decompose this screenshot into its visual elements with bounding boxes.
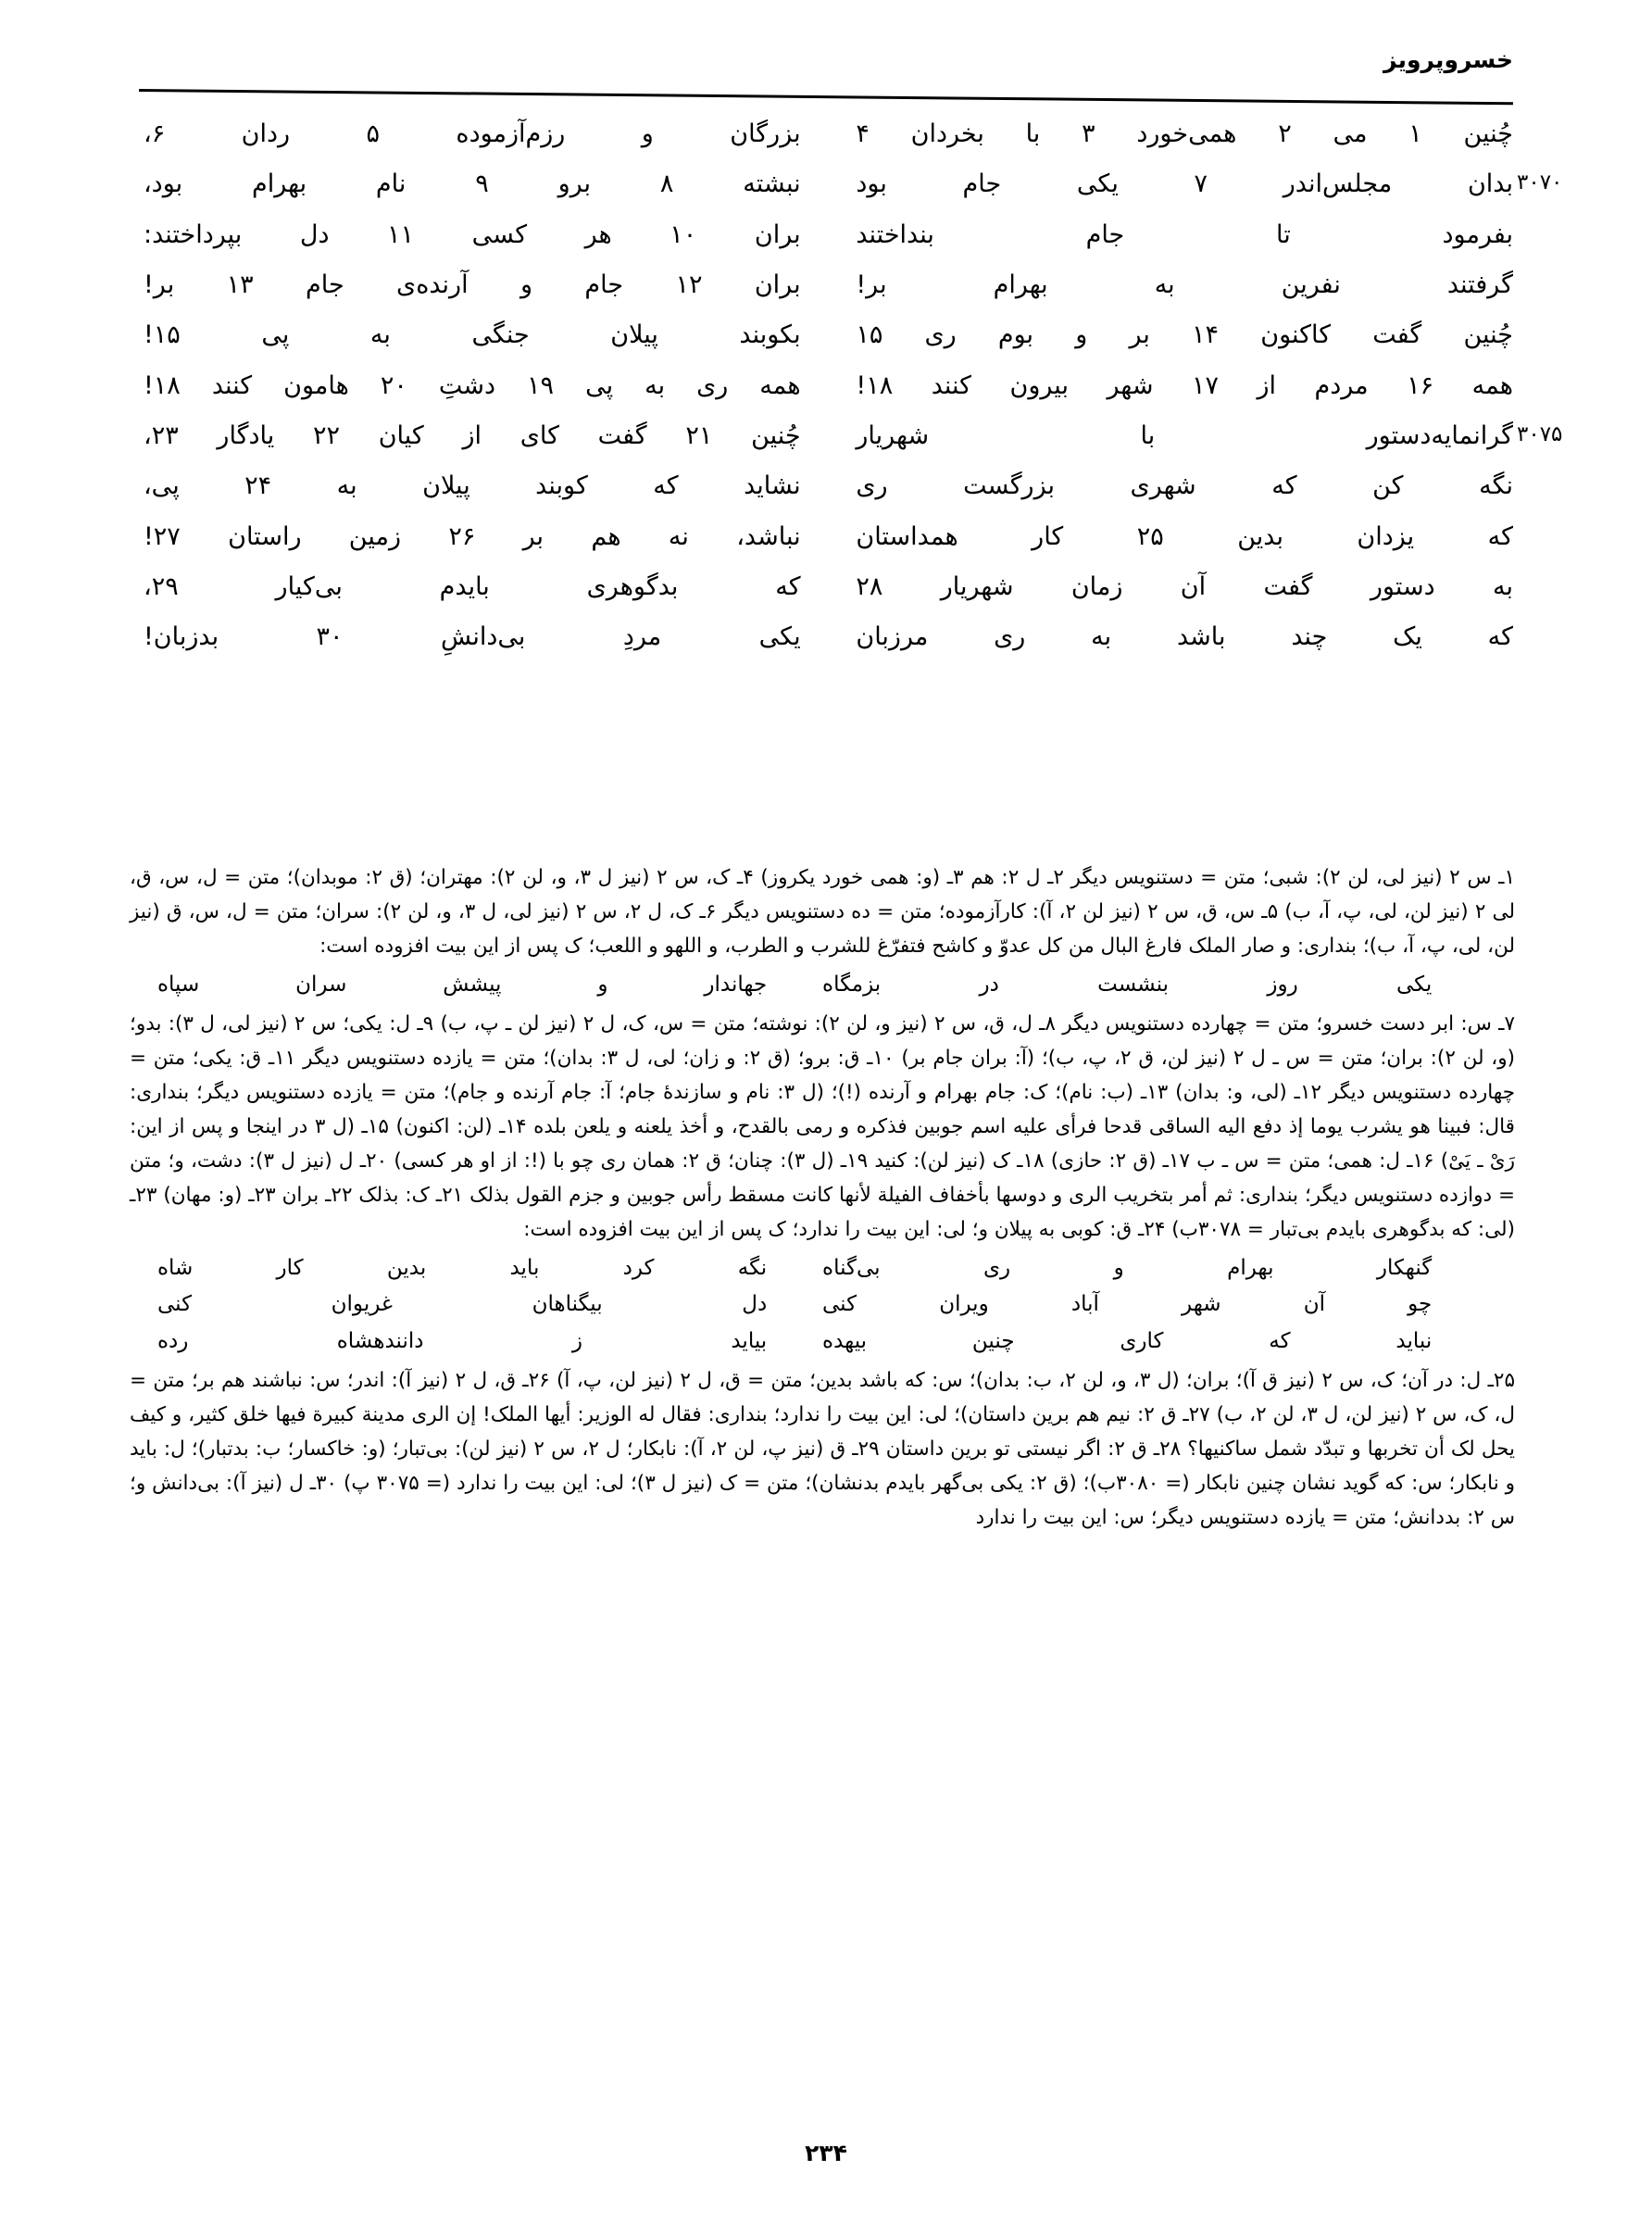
hemistich-a: همه ۱۶ مردم از ۱۷ شهر بیرون کنند ۱۸! xyxy=(856,370,1514,400)
hemistich-a: که یک چند باشد به ری مرزبان xyxy=(856,622,1513,652)
inset-verse-line xyxy=(130,970,1515,1000)
inset-hemistich-a: گنهکار بهرام و ری بی‌گناه xyxy=(822,1256,1433,1281)
inset-verse-line xyxy=(130,1289,1515,1320)
verse-line xyxy=(130,369,1513,404)
hemistich-b: چُنین ۲۱ گفت کای از کیان ۲۲ یادگار ۲۳، xyxy=(143,420,801,450)
hemistich-b: بکوبند پیلان جنگی به پی ۱۵! xyxy=(143,320,801,350)
hemistich-a: بفرمود تا جام بنداختند xyxy=(856,220,1513,249)
verse-line xyxy=(130,469,1513,504)
page-number: ۲۳۴ xyxy=(805,2140,847,2166)
running-head-title: خسروپرویز xyxy=(1383,46,1513,73)
verse-line xyxy=(130,218,1513,253)
apparatus-paragraph-2: ۷ـ س: ابر دست خسرو؛ متن = چهارده دستنویس دیگر ۸ـ ل، ق، س ۲ (نیز و، لن ۲): نوشته؛ متن = س، ک، ل ۲ (نیز لن ـ پ، ب) ۹ـ ل: یکی؛ س ۲ (نیز لی، ل ۳): بدو؛ (و، لن ۲): بران؛ متن = س ـ ل ۲ (نیز لن، ق ۲، پ، ب)؛ (آ: بران جام بر) ۱۰ـ ق: برو؛ (ق ۲: و زان؛ لی، ل ۳: بدان)؛ متن = یازده دستنویس دیگر ۱۱ـ ق: یکی؛ متن = چهارده دستنویس دیگر ۱۲ـ (لی، و: بدان) ۱۳ـ (ب: نام)؛ ک: جام بهرام و آرنده (!)؛ (ل ۳: نام و سازندهٔ جام؛ آ: جام آرنده و جام)؛ متن = یازده دستنویس دیگر؛ بنداری: قال: فبینا هو یشرب یوما إذ دفع الیه الساقی قدحا فرأی علیه اسم جوبین فذکره و رمی بالقدح، و أخذ یلعنه و یلعن بلده ۱۴ـ (لن: اکنون) ۱۵ـ (ل ۳ در اینجا و پس از این: رَیْ ـ یَیْ) ۱۶ـ ل: همی؛ متن = س ـ ب ۱۷ـ (ق ۲: حازی) ۱۸ـ ک (نیز لن): کنید ۱۹ـ (ل ۳): چنان؛ ق ۲: همان ری چو با (!: از او هر کسی) ۲۰ـ ل (نیز ل ۳): دشت، و؛ متن = دوازده دستنویس دیگر؛ بنداری: ثم أمر بتخریب الری و دوسها بأخفاف الفیلة لأنها کانت مسقط رأس جوبین و جزم القول بذلک ۲۱ـ ک: بذلک ۲۲ـ بران ۲۳ـ (و: مهان) ۲۳ـ (لی: که بدگوهری بایدم بی‌تبار = ۳۰۷۸ب) ۲۴ـ ق: کوبی به پیلان و؛ لی: این بیت را ندارد؛ ک پس از این بیت افزوده است: xyxy=(130,1012,1516,1242)
hemistich-a: چُنین گفت کاکنون ۱۴ بر و بوم ری ۱۵ xyxy=(856,320,1514,350)
apparatus-paragraph-1: ۱ـ س ۲ (نیز لی، لن ۲): شبی؛ متن = دستنویس دیگر ۲ـ ل ۲: هم ۳ـ (و: همی خورد یکروز) ۴ـ ک، س ۲ (نیز ل ۳، و، لن ۲): مهتران؛ (ق ۲: موبدان)؛ متن = ل، س، ق، لی ۲ (نیز لن، لی، پ، آ، ب) ۵ـ س، ق، س ۲ (نیز لن ۲، آ): کارآزموده؛ متن = ده دستنویس دیگر ۶ـ ک، ل ۲، س ۲ (نیز لی، ل ۳، و، لن ۲): سران؛ متن = ل، س، ق (نیز لن، لی، پ، آ، ب)؛ بنداری: و صار الملک فارغ البال من کل عدوّ و کاشح فتفرّغ للشرب و الطرب، و اللهو و اللعب؛ ک پس از این بیت افزوده است: xyxy=(130,866,1516,958)
hemistich-a: به دستور گفت آن زمان شهریار ۲۸ xyxy=(856,571,1513,601)
verse-line xyxy=(130,520,1513,555)
verse-line xyxy=(130,570,1513,605)
hemistich-b: نبشته ۸ برو ۹ نام بهرام بود، xyxy=(143,169,801,199)
hemistich-a: چُنین ۱ می ۲ همی‌خورد ۳ با بخردان ۴ xyxy=(856,119,1513,148)
hemistich-a: نگه کن که شهری بزرگست ری xyxy=(856,471,1513,501)
verse-line xyxy=(130,318,1513,353)
hemistich-b: بران ۱۲ جام و آرنده‌ی جام ۱۳ بر! xyxy=(143,270,801,299)
hemistich-b: نشاید که کوبند پیلان به ۲۴ پی، xyxy=(143,471,801,501)
critical-apparatus xyxy=(130,861,1515,1536)
hemistich-b: همه ری به پی ۱۹ دشتِ ۲۰ هامون کنند ۱۸! xyxy=(143,370,801,400)
inset-hemistich-a: یکی روز بنشست در بزمگاه xyxy=(822,972,1433,997)
hemistich-a: که یزدان بدین ۲۵ کار همداستان xyxy=(856,521,1513,551)
verse-line xyxy=(130,268,1513,303)
hemistich-b: نباشد، نه هم بر ۲۶ زمین راستان ۲۷! xyxy=(143,521,801,551)
inset-hemistich-a: نباید که کاری چنین بیهده xyxy=(822,1328,1433,1353)
hemistich-b: بران ۱۰ هر کسی ۱۱ دل بپرداختند: xyxy=(143,220,801,249)
hemistich-b: یکی مردِ بی‌دانشِ ۳۰ بدزبان! xyxy=(143,622,801,652)
inset-hemistich-a: چو آن شهر آباد ویران کنی xyxy=(822,1292,1433,1317)
inset-verse-1 xyxy=(130,970,1515,1000)
inset-verse-line xyxy=(130,1326,1515,1357)
verse-number: ۳۰۷۵ xyxy=(1517,421,1563,446)
hemistich-b: بزرگان و رزم‌آزموده ۵ ردان ۶، xyxy=(143,119,801,148)
verse-line xyxy=(130,117,1513,152)
verse-line xyxy=(130,620,1513,655)
hemistich-a: بدان مجلس‌اندر ۷ یکی جام بود xyxy=(856,169,1513,199)
inset-verse-line xyxy=(130,1253,1515,1284)
running-head-area xyxy=(139,48,1513,104)
hemistich-a: گرانمایه‌دستور با شهریار xyxy=(856,420,1513,450)
verse-line xyxy=(130,167,1563,202)
hemistich-b: که بدگوهری بایدم بی‌کیار ۲۹، xyxy=(143,571,801,601)
inset-hemistich-b: جهاندار و پیشش سران سپاه xyxy=(156,972,768,997)
inset-hemistich-b: دل بیگناهان غریوان کنی xyxy=(156,1292,768,1317)
inset-hemistich-b: بیاید ز دانندهشاه رده xyxy=(156,1328,768,1353)
hemistich-a: گرفتند نفرین به بهرام بر! xyxy=(856,270,1513,299)
verse-line xyxy=(130,419,1563,454)
verse-block xyxy=(130,117,1563,671)
inset-verse-2 xyxy=(130,1253,1515,1357)
inset-hemistich-b: نگه کرد باید بدین کار شاه xyxy=(156,1256,768,1281)
verse-number: ۳۰۷۰ xyxy=(1517,170,1563,195)
apparatus-paragraph-3: ۲۵ـ ل: در آن؛ ک، س ۲ (نیز ق آ)؛ بران؛ (ل ۳، و، لن ۲، ب: بدان)؛ س: که باشد بدین؛ متن = ق، ل ۲ (نیز لن، پ، آ) ۲۶ـ ق، ل ۲ (نیز آ): اندر؛ س: نباشند هم بر؛ متن = ل، ک، س ۲ (نیز لن، ل ۳، لن ۲، ب) ۲۷ـ ق ۲: نیم هم برین داستان)؛ لی: این بیت را ندارد؛ بنداری: فقال له الوزیر: أیها الملک! إن الری مدینة کبیرة فیها خلق کثیر، و کیف یحل لک أن تخربها و تبدّد شمل ساکنیها؟ ۲۸ـ ق ۲: اگر نیستی تو برین داستان ۲۹ـ ق (نیز پ، لن ۲، آ): نابکار؛ ل ۲، س ۲ (نیز لن): بی‌تبار؛ (و: خاکسار؛ ب: بدتبار)؛ ل: باید و نابکار؛ س: که گوید نشان چنین نابکار (= ۳۰۸۰ب)؛ (ق ۲: یکی بی‌گهر بایدم بدنشان)؛ متن = ک (نیز ل ۳)؛ لی: این بیت را ندارد (= ۳۰۷۵ پ) ۳۰ـ ل (نیز آ): بی‌دانش و؛ س ۲: بددانش؛ متن = یازده دستنویس دیگر؛ س: این بیت را ندارد xyxy=(130,1369,1516,1529)
header-rule xyxy=(139,89,1513,105)
